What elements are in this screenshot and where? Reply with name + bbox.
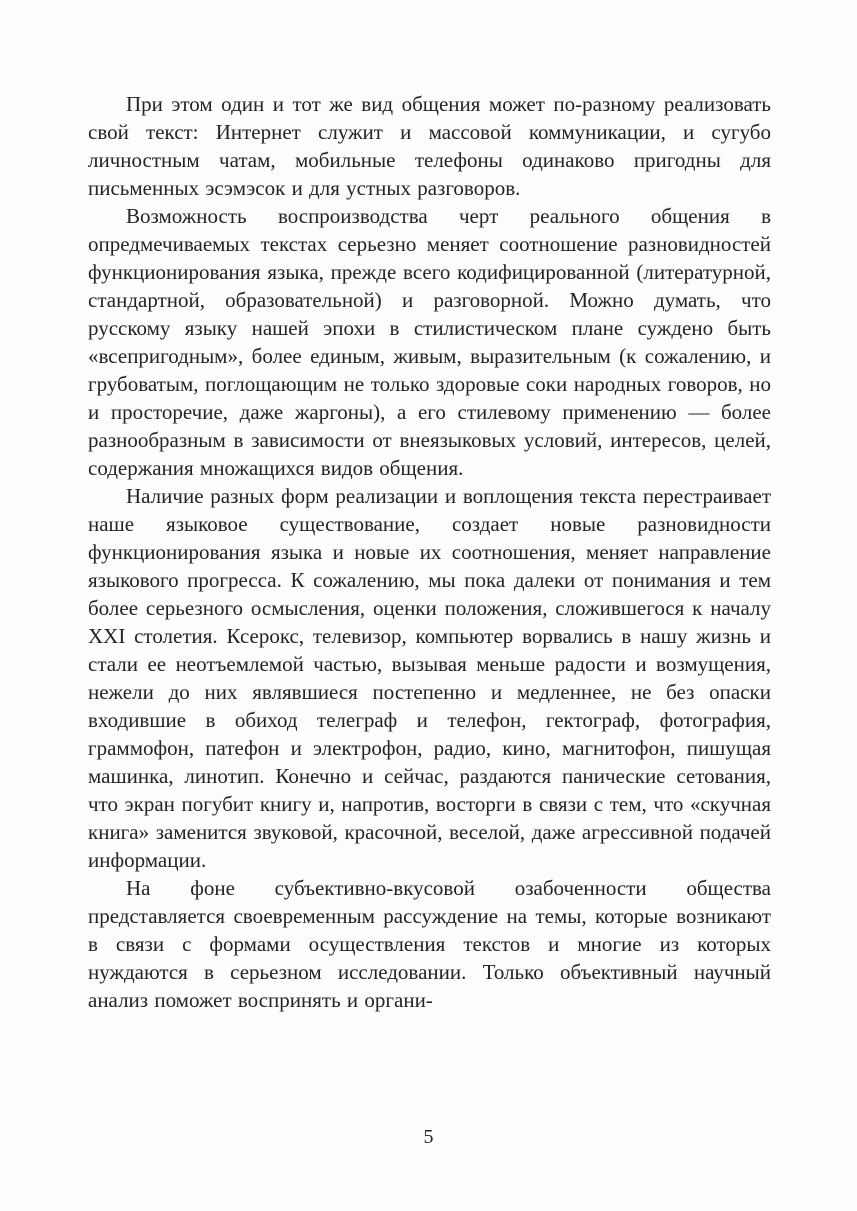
paragraph: Возможность воспроизводства черт реального общения в опредмечиваемых текстах серьезно меняет соотношение разновидностей функционирования языка, прежде всего кодифицированной (литературной, стандартной, образовательной) и разговорной. Можно думать, что русскому языку нашей эпохи в стилистическом плане суждено быть «всепригодным», более единым, живым, выразительным (к сожалению, и грубоватым, поглощающим не только здоровые соки народных говоров, но и просторечие, даже жаргоны), а его стилевому применению — более разнообразным в зависимости от внеязыковых условий, интересов, целей, содержания множащихся видов общения. — [88, 204, 771, 480]
paragraph: Наличие разных форм реализации и воплощения текста перестраивает наше языковое существование, создает новые разновидности функционирования языка и новые их соотношения, меняет направление языкового прогресса. К сожалению, мы пока далеки от понимания и тем более серьезного осмысления, оценки положения, сложившегося к началу XXI столетия. Ксерокс, телевизор, компьютер ворвались в нашу жизнь и стали ее неотъемлемой частью, вызывая меньше радости и возмущения, нежели до них являвшиеся постепенно и медленнее, не без опаски входившие в обиход телеграф и телефон, гектограф, фотография, граммофон, патефон и электрофон, радио, кино, магнитофон, пишущая машинка, линотип. Конечно и сейчас, раздаются панические сетования, что экран погубит книгу и, напротив, восторги в связи с тем, что «скучная книга» заменится звуковой, красочной, веселой, даже агрессивной подачей информации. — [88, 484, 771, 872]
body-text — [88, 90, 771, 1014]
paragraph: На фоне субъективно-вкусовой озабоченности общества представляется своевременным рассуждение на темы, которые возникают в связи с формами осуществления текстов и многие из которых нуждаются в серьезном исследовании. Только объективный научный анализ поможет воспринять и органи- — [88, 876, 771, 1012]
paragraph: При этом один и тот же вид общения может по-разному реализовать свой текст: Интернет служит и массовой коммуникации, и сугубо личностным чатам, мобильные телефоны одинаково пригодны для письменных эсэмэсок и для устных разговоров. — [88, 92, 771, 200]
page-number: 5 — [423, 1126, 434, 1148]
